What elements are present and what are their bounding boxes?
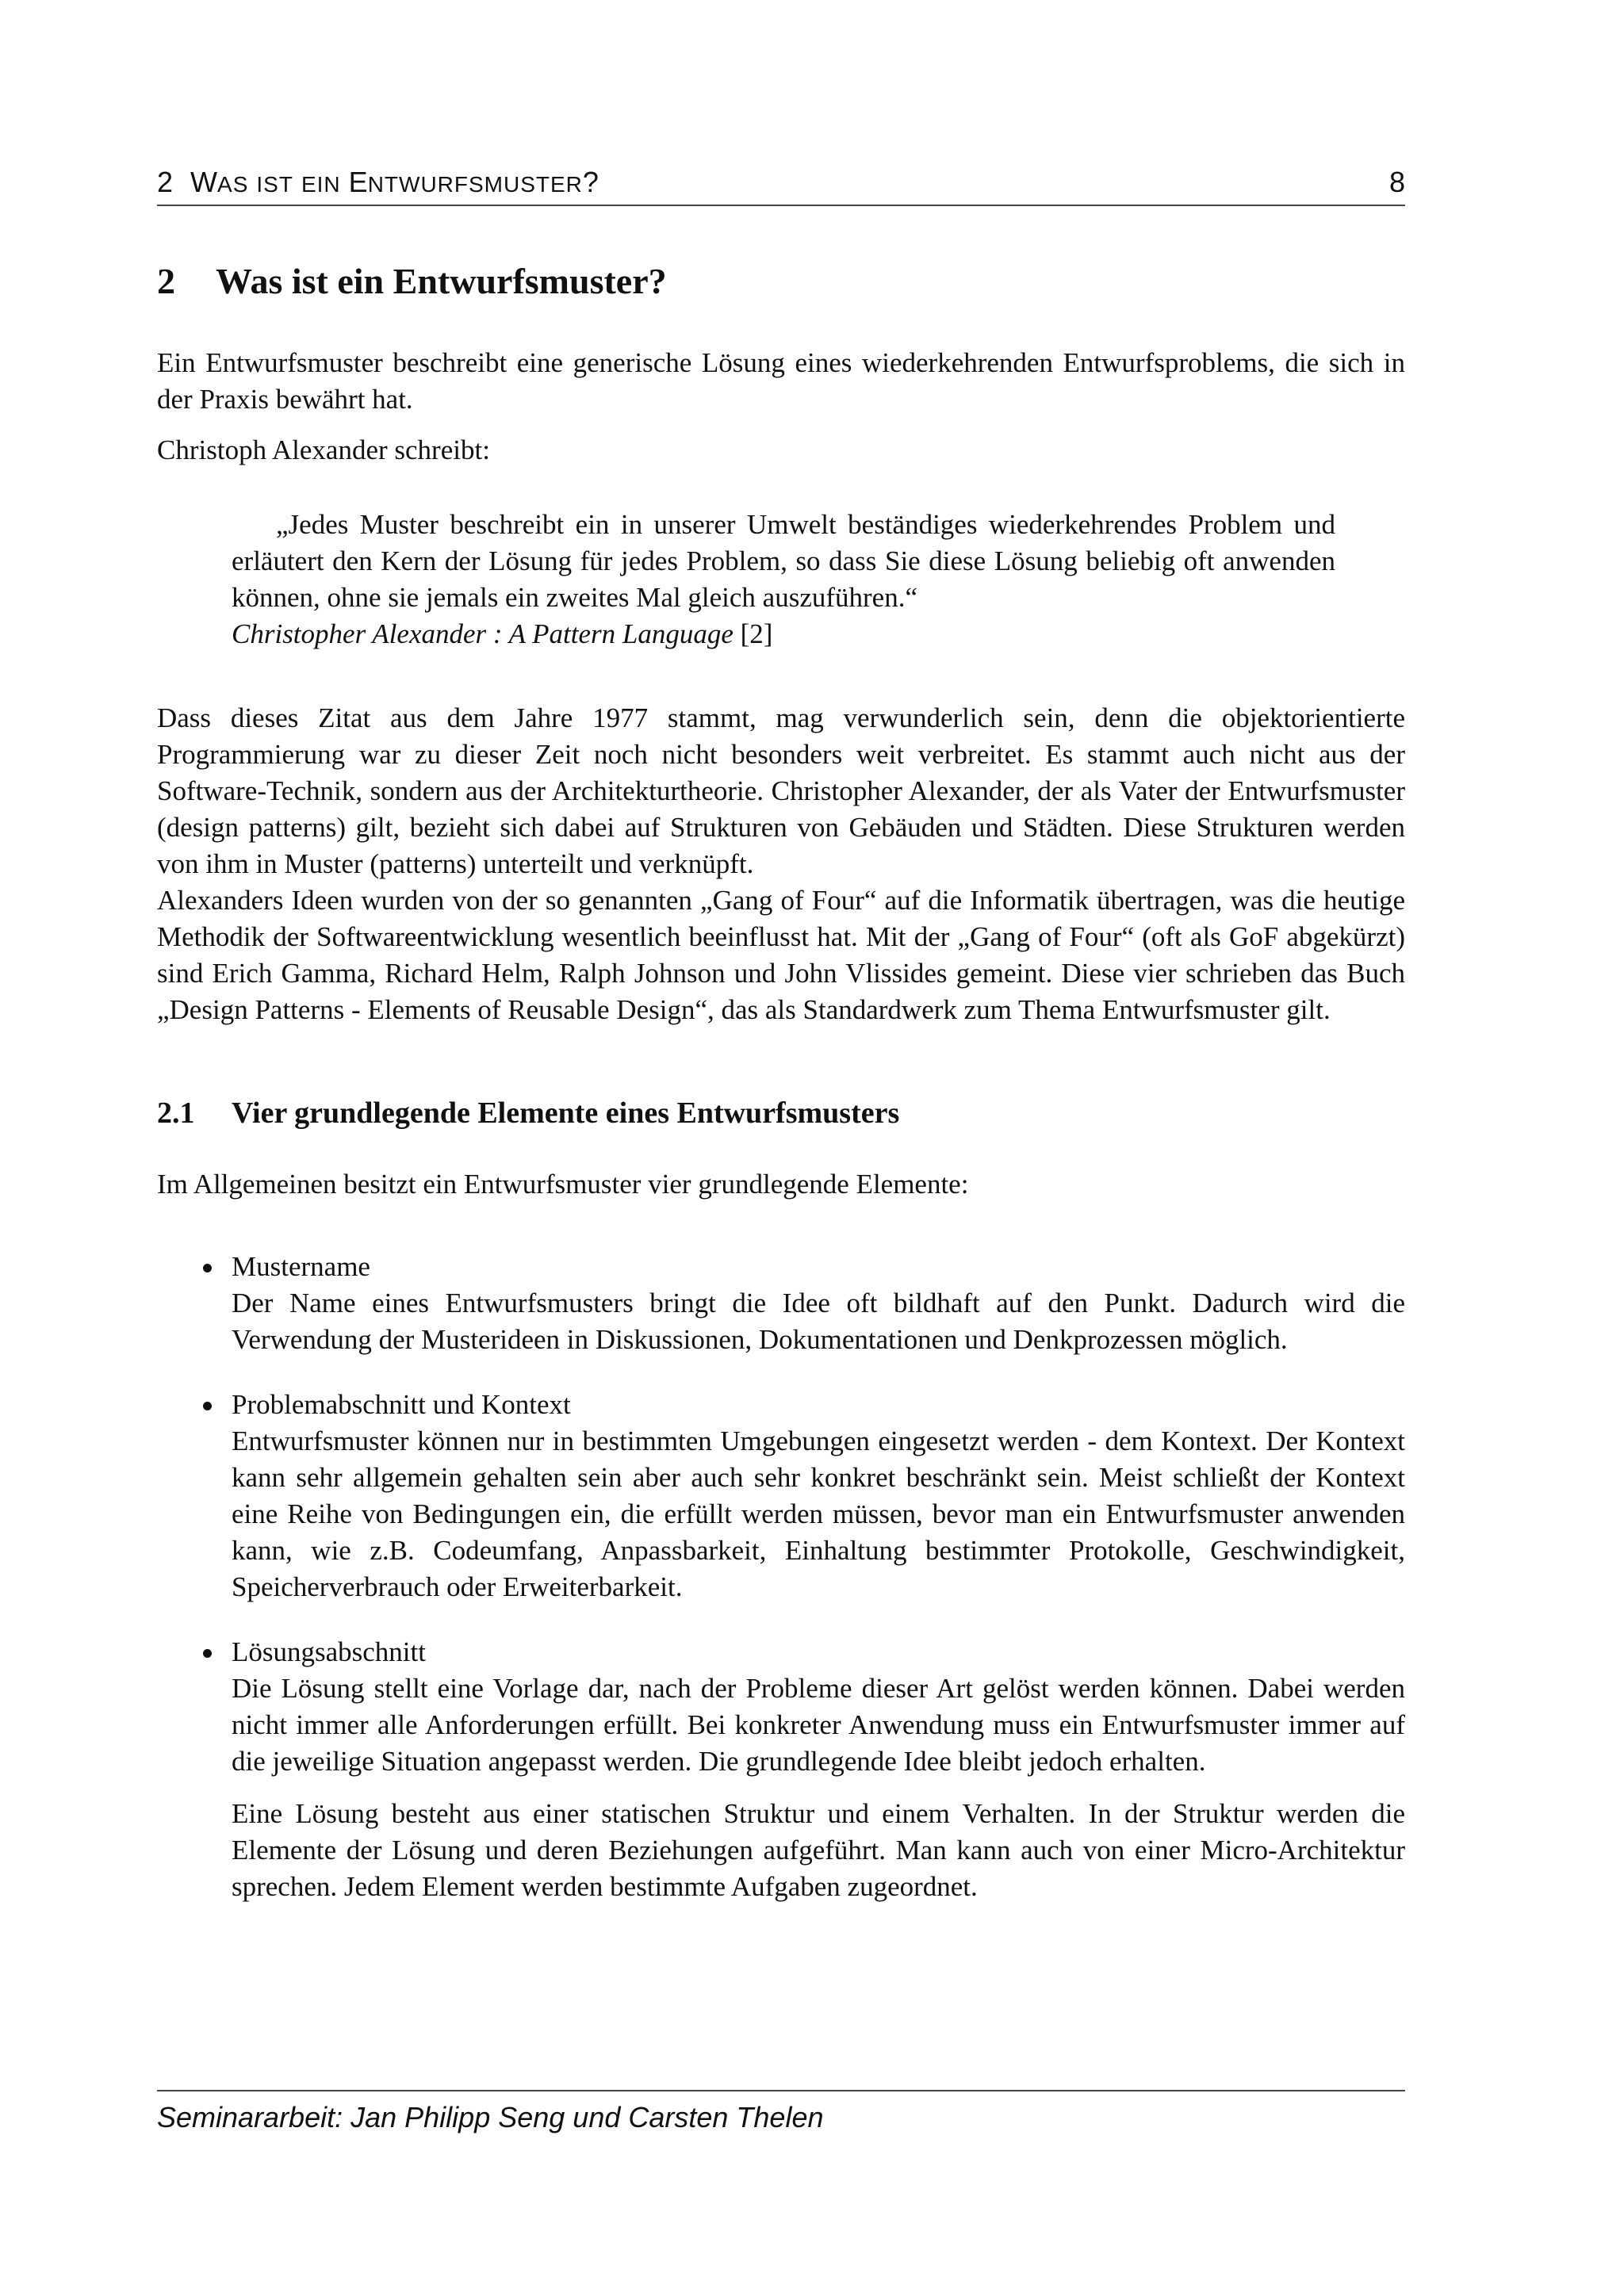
quote-attribution [232,616,1335,652]
header-chapter-title: WAS IST EIN ENTWURFSMUSTER? [190,166,599,198]
section-heading [157,258,1405,305]
list-item-term: Mustername [232,1251,370,1282]
quote-lead-in: Christoph Alexander schreibt: [157,434,490,465]
list-item-text-continued: Eine Lösung besteht aus einer statischen Struktur und einem Verhalten. In der Struktur werden die Elemente der Lösung und deren Beziehungen aufgeführt. Man kann auch von einer Micro-Architektur sprechen. Jedem Element werden bestimmte Aufgaben zugeordnet. [232,1798,1405,1902]
spacer [157,1043,1405,1093]
quote-text: „Jedes Muster beschreibt ein in unserer Umwelt beständiges wiederkehrendes Problem und erläutert den Kern der Lösung für jedes Problem, so dass Sie diese Lösung beliebig oft anwenden können, ohne sie jemals ein zweites Mal gleich auszuführen.“ [232,509,1335,613]
list-item-text: Entwurfsmuster können nur in bestimmten Umgebungen eingesetzt werden - dem Kontext. Der Kontext kann sehr allgemein gehalten sein aber auch sehr konkret beschränkt sein. Meist schließt der Kontext eine Reihe von Bedingungen ein, die erfüllt werden müssen, bevor man ein Entwurfsmuster anwenden kann, wie z.B. Codeumfang, Anpassbarkeit, Einhaltung bestimmter Protokolle, Geschwindigkeit, Speicherverbrauch oder Erweiterbarkeit. [232,1425,1405,1602]
subsection-intro: Im Allgemeinen besitzt ein Entwurfsmuster vier grundlegende Elemente: [157,1169,969,1200]
list-item-term: Lösungsabschnitt [232,1636,426,1667]
list-item-text: Der Name eines Entwurfsmusters bringt die Idee oft bildhaft auf den Punkt. Dadurch wird die Verwendung der Musterideen in Diskussionen, Dokumentationen und Denkprozessen möglich. [232,1288,1405,1355]
subsection-title: Vier grundlegende Elemente eines Entwurfsmusters [232,1096,900,1130]
bullet-icon [203,1402,212,1410]
running-footer: Seminararbeit: Jan Philipp Seng und Carsten Thelen [157,2101,824,2133]
list-item [157,1249,1405,1358]
running-header [157,165,1405,202]
section-number: 2 [157,261,175,301]
list-item [157,1634,1405,1905]
bullet-icon [203,1264,212,1272]
section-intro: Ein Entwurfsmuster beschreibt eine generische Lösung eines wiederkehrenden Entwurfsproblems, die sich in der Praxis bewährt hat. [157,347,1405,415]
quote-citation: Christopher Alexander : A Pattern Language [232,618,733,649]
section-title: Was ist ein Entwurfsmuster? [216,261,667,301]
list-item-text: Die Lösung stellt eine Vorlage dar, nach der Probleme dieser Art gelöst werden können. Dabei werden nicht immer alle Anforderungen erfüllt. Bei konkreter Anwendung muss ein Entwurfsmuster immer auf die jeweilige Situation angepasst werden. Die grundlegende Idee bleibt jedoch erhalten. [232,1673,1405,1777]
quote-reference: [2] [740,618,773,649]
footer-rule [157,2090,1405,2091]
paragraph-gof: Alexanders Ideen wurden von der so genannten „Gang of Four“ auf die Informatik übertragen, was die heutige Methodik der Softwareentwicklung wesentlich beeinflusst hat. Mit der „Gang of Four“ (oft als GoF abgekürzt) sind Erich Gamma, Richard Helm, Ralph Johnson und John Vlissides gemeint. Diese vier schrieben das Buch „Design Patterns - Elements of Reusable Design“, das als Standardwerk zum Thema Entwurfsmuster gilt. [157,885,1405,1025]
page-number: 8 [1388,166,1405,198]
blockquote [157,507,1405,652]
element-list [157,1249,1405,1905]
subsection-heading [157,1093,1405,1133]
subsection-number: 2.1 [157,1096,195,1130]
list-item-term: Problemabschnitt und Kontext [232,1389,571,1420]
bullet-icon [203,1649,212,1658]
paragraph-history: Dass dieses Zitat aus dem Jahre 1977 stammt, mag verwunderlich sein, denn die objektorientierte Programmierung war zu dieser Zeit noch nicht besonders weit verbreitet. Es stammt auch nicht aus der Software-Technik, sondern aus der Architekturtheorie. Christopher Alexander, der als Vater der Entwurfsmuster (design patterns) gilt, bezieht sich dabei auf Strukturen von Gebäuden und Städten. Diese Strukturen werden von ihm in Muster (patterns) unterteilt und verknüpft. [157,702,1405,879]
header-rule [157,205,1405,206]
list-item [157,1387,1405,1605]
page-body [157,258,1405,1934]
header-chapter-number: 2 [157,166,174,198]
